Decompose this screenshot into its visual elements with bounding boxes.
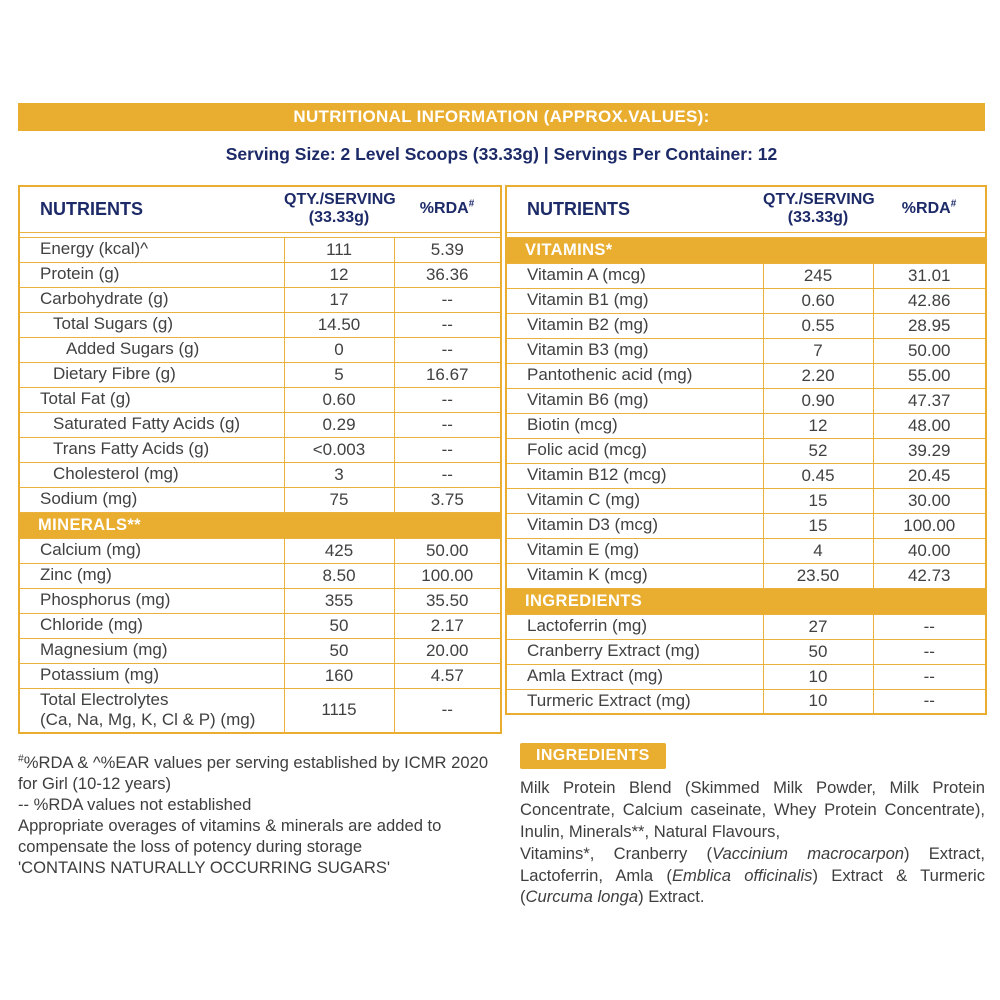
qty-cell: 0.29	[284, 412, 394, 437]
rda-cell: --	[394, 337, 501, 362]
table-header-row	[19, 186, 501, 232]
rda-cell: 42.73	[873, 563, 986, 588]
nutrient-label-cell: Vitamin E (mg)	[506, 538, 763, 563]
nutrient-label-cell: Total Electrolytes (Ca, Na, Mg, K, Cl & P) (mg)	[19, 688, 284, 733]
table-row	[506, 413, 986, 438]
ingredients-section	[505, 743, 985, 908]
rda-cell: 100.00	[394, 563, 501, 588]
nutrient-label-cell: Saturated Fatty Acids (g)	[19, 412, 284, 437]
table-row	[19, 462, 501, 487]
qty-cell: 15	[763, 488, 873, 513]
nutrient-label-cell: Vitamin A (mcg)	[506, 263, 763, 288]
rda-cell: 50.00	[873, 338, 986, 363]
table-row	[19, 237, 501, 262]
content-columns	[18, 185, 985, 908]
qty-cell: 0.60	[763, 288, 873, 313]
qty-cell: 10	[763, 664, 873, 689]
section-title: VITAMINS*	[506, 237, 986, 263]
qty-cell: 52	[763, 438, 873, 463]
rda-cell: --	[394, 387, 501, 412]
table-row	[19, 663, 501, 688]
footnote-rda-ear: #%RDA & ^%EAR values per serving established by ICMR 2020 for Girl (10-12 years)	[18, 752, 489, 794]
qty-cell: 0.60	[284, 387, 394, 412]
section-title: INGREDIENTS	[506, 588, 986, 614]
table-row	[506, 338, 986, 363]
qty-cell: 27	[763, 614, 873, 639]
table-row	[506, 639, 986, 664]
vitamins-ingredients-table	[505, 185, 987, 715]
table-row	[506, 313, 986, 338]
table-row	[506, 263, 986, 288]
nutrient-label-cell: Vitamin B2 (mg)	[506, 313, 763, 338]
nutrient-label-cell: Vitamin B12 (mcg)	[506, 463, 763, 488]
section-title: MINERALS**	[19, 512, 501, 538]
rda-cell: 31.01	[873, 263, 986, 288]
qty-cell: 0.55	[763, 313, 873, 338]
footnote-not-established: -- %RDA values not established	[18, 795, 252, 815]
qty-cell: 355	[284, 588, 394, 613]
rda-cell: --	[873, 664, 986, 689]
nutrient-label-cell: Magnesium (mg)	[19, 638, 284, 663]
qty-cell: 50	[763, 639, 873, 664]
nutrient-label-cell: Potassium (mg)	[19, 663, 284, 688]
table-row	[19, 638, 501, 663]
nutrient-label-cell: Vitamin B6 (mg)	[506, 388, 763, 413]
table-row	[506, 538, 986, 563]
table-row	[19, 312, 501, 337]
rda-cell: 47.37	[873, 388, 986, 413]
rda-cell: --	[394, 437, 501, 462]
nutrient-label-cell: Sodium (mg)	[19, 487, 284, 512]
table-row	[19, 563, 501, 588]
nutrients-header: NUTRIENTS	[19, 186, 284, 232]
right-column	[505, 185, 985, 908]
nutrient-label-cell: Biotin (mcg)	[506, 413, 763, 438]
rda-cell: 50.00	[394, 538, 501, 563]
qty-cell: 14.50	[284, 312, 394, 337]
nutrient-label-cell: Vitamin D3 (mcg)	[506, 513, 763, 538]
nutrient-label-cell: Vitamin C (mg)	[506, 488, 763, 513]
nutrients-minerals-table	[18, 185, 502, 734]
rda-cell: 30.00	[873, 488, 986, 513]
table-row	[19, 387, 501, 412]
rda-cell: 20.00	[394, 638, 501, 663]
rda-cell: 100.00	[873, 513, 986, 538]
rda-cell: --	[394, 412, 501, 437]
nutrient-label-cell: Added Sugars (g)	[19, 337, 284, 362]
qty-cell: 0	[284, 337, 394, 362]
nutrients-header: NUTRIENTS	[506, 186, 763, 232]
nutrient-label-cell: Energy (kcal)^	[19, 237, 284, 262]
nutrient-label-cell: Dietary Fibre (g)	[19, 362, 284, 387]
qty-cell: 160	[284, 663, 394, 688]
rda-header: %RDA#	[394, 186, 501, 232]
nutrient-label-cell: Carbohydrate (g)	[19, 287, 284, 312]
nutrient-label-cell: Phosphorus (mg)	[19, 588, 284, 613]
nutrient-label-cell: Vitamin K (mcg)	[506, 563, 763, 588]
table-row	[19, 437, 501, 462]
rda-cell: 40.00	[873, 538, 986, 563]
qty-serving-header: QTY./SERVING (33.33g)	[763, 186, 873, 232]
table-row	[19, 613, 501, 638]
qty-cell: 75	[284, 487, 394, 512]
table-row	[19, 588, 501, 613]
table-row	[19, 688, 501, 733]
qty-cell: 5	[284, 362, 394, 387]
rda-cell: 39.29	[873, 438, 986, 463]
nutrient-label-cell: Amla Extract (mg)	[506, 664, 763, 689]
rda-cell: 20.45	[873, 463, 986, 488]
nutrient-label-cell: Chloride (mg)	[19, 613, 284, 638]
qty-serving-header: QTY./SERVING (33.33g)	[284, 186, 394, 232]
nutrient-label-cell: Protein (g)	[19, 262, 284, 287]
nutrient-label-cell: Calcium (mg)	[19, 538, 284, 563]
qty-cell: 111	[284, 237, 394, 262]
rda-cell: --	[394, 312, 501, 337]
nutrient-label-cell: Lactoferrin (mg)	[506, 614, 763, 639]
table-header-row	[506, 186, 986, 232]
nutrient-label-cell: Folic acid (mcg)	[506, 438, 763, 463]
qty-cell: 15	[763, 513, 873, 538]
table-row	[506, 488, 986, 513]
rda-cell: 55.00	[873, 363, 986, 388]
table-row	[506, 463, 986, 488]
nutrient-label-cell: Total Fat (g)	[19, 387, 284, 412]
table-row	[506, 388, 986, 413]
table-row	[19, 412, 501, 437]
qty-cell: 17	[284, 287, 394, 312]
nutrient-label-cell: Trans Fatty Acids (g)	[19, 437, 284, 462]
rda-cell: --	[873, 614, 986, 639]
qty-cell: 3	[284, 462, 394, 487]
rda-header: %RDA#	[873, 186, 986, 232]
section-row	[506, 588, 986, 614]
nutrient-label-cell: Cholesterol (mg)	[19, 462, 284, 487]
rda-cell: --	[873, 639, 986, 664]
qty-cell: 2.20	[763, 363, 873, 388]
rda-cell: 3.75	[394, 487, 501, 512]
rda-cell: 48.00	[873, 413, 986, 438]
qty-cell: 8.50	[284, 563, 394, 588]
qty-cell: 245	[763, 263, 873, 288]
rda-cell: 16.67	[394, 362, 501, 387]
table-row	[506, 513, 986, 538]
left-column	[18, 185, 500, 908]
rda-cell: 35.50	[394, 588, 501, 613]
rda-cell: --	[394, 287, 501, 312]
table-row	[506, 614, 986, 639]
qty-cell: 7	[763, 338, 873, 363]
table-row	[506, 689, 986, 714]
qty-cell: 23.50	[763, 563, 873, 588]
ingredients-text: Milk Protein Blend (Skimmed Milk Powder, Milk Protein Concentrate, Calcium caseinate, Whey Protein Concentrate), Inulin, Minerals**, Natural Flavours, Vitamins*, Cranberry (Vaccinium macrocarpon) Extract, Lactoferrin, Amla (Emblica officinalis) Extract & Turmeric (Curcuma longa) Extract.	[520, 778, 985, 907]
table-row	[19, 538, 501, 563]
qty-cell: 4	[763, 538, 873, 563]
qty-cell: <0.003	[284, 437, 394, 462]
qty-cell: 0.45	[763, 463, 873, 488]
qty-cell: 12	[763, 413, 873, 438]
title-banner	[18, 103, 985, 131]
table-row	[506, 363, 986, 388]
nutrient-label-cell: Pantothenic acid (mg)	[506, 363, 763, 388]
section-row	[19, 512, 501, 538]
qty-cell: 425	[284, 538, 394, 563]
nutrient-label-cell: Vitamin B1 (mg)	[506, 288, 763, 313]
rda-cell: 42.86	[873, 288, 986, 313]
rda-cell: 36.36	[394, 262, 501, 287]
page-title: NUTRITIONAL INFORMATION (APPROX.VALUES):	[293, 107, 710, 126]
qty-cell: 10	[763, 689, 873, 714]
qty-cell: 12	[284, 262, 394, 287]
nutrient-label-cell: Vitamin B3 (mg)	[506, 338, 763, 363]
table-row	[19, 337, 501, 362]
footnote-overages: Appropriate overages of vitamins & minerals are added to compensate the loss of potency during storage	[18, 816, 442, 857]
rda-cell: --	[394, 688, 501, 733]
table-row	[506, 563, 986, 588]
qty-cell: 1115	[284, 688, 394, 733]
table-row	[506, 438, 986, 463]
ingredients-heading: INGREDIENTS	[520, 743, 666, 769]
rda-cell: 28.95	[873, 313, 986, 338]
rda-cell: 2.17	[394, 613, 501, 638]
nutrient-label-cell: Cranberry Extract (mg)	[506, 639, 763, 664]
table-row	[19, 287, 501, 312]
serving-info: Serving Size: 2 Level Scoops (33.33g) | Servings Per Container: 12	[225, 144, 778, 164]
table-row	[19, 262, 501, 287]
qty-cell: 50	[284, 613, 394, 638]
rda-cell: --	[873, 689, 986, 714]
qty-cell: 0.90	[763, 388, 873, 413]
rda-cell: --	[394, 462, 501, 487]
nutrient-label-cell: Zinc (mg)	[19, 563, 284, 588]
footnotes	[18, 752, 500, 878]
section-row	[506, 237, 986, 263]
qty-cell: 50	[284, 638, 394, 663]
table-row	[506, 664, 986, 689]
nutrient-label-cell: Turmeric Extract (mg)	[506, 689, 763, 714]
table-row	[19, 362, 501, 387]
table-row	[19, 487, 501, 512]
rda-cell: 5.39	[394, 237, 501, 262]
footnote-natural-sugars: 'CONTAINS NATURALLY OCCURRING SUGARS'	[18, 858, 391, 878]
nutrient-label-cell: Total Sugars (g)	[19, 312, 284, 337]
table-row	[506, 288, 986, 313]
rda-cell: 4.57	[394, 663, 501, 688]
